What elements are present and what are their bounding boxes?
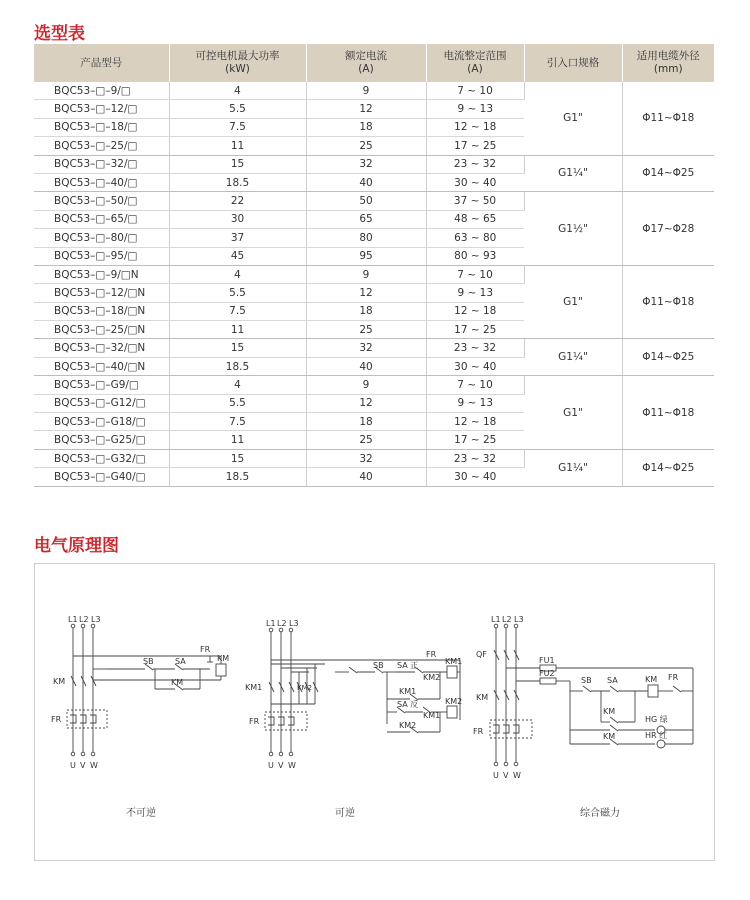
model-cell: BQC53–□–G18/□ [34, 413, 169, 431]
d1-label-fr-contact: FR [200, 645, 211, 654]
power-cell: 7.5 [169, 413, 306, 431]
selection-table [34, 44, 714, 487]
column-header-unit: (mm) [653, 63, 683, 75]
current-cell: 50 [306, 192, 426, 210]
model-cell: BQC53–□–80/□ [34, 229, 169, 247]
range-cell: 9 ~ 13 [426, 394, 524, 412]
d3-label-v: V [503, 771, 509, 780]
range-cell: 17 ~ 25 [426, 431, 524, 449]
model-cell: BQC53–□–65/□ [34, 210, 169, 228]
current-cell: 25 [306, 137, 426, 155]
d1-label-l3: L3 [91, 615, 101, 624]
d3-label-fu1: FU1 [539, 656, 555, 665]
column-header [306, 44, 426, 82]
caption-magnetic-combination: 综合磁力 [580, 808, 620, 819]
power-cell: 37 [169, 229, 306, 247]
cable-diameter-cell: Φ14~Φ25 [622, 449, 714, 486]
d2-label-km1-coil: KM1 [445, 657, 463, 666]
d3-label-fu2: FU2 [539, 669, 555, 678]
table-row [34, 339, 714, 357]
d3-label-u: U [493, 771, 499, 780]
range-cell: 37 ~ 50 [426, 192, 524, 210]
d2-label-km1-aux: KM1 [399, 687, 417, 696]
current-cell: 9 [306, 265, 426, 283]
range-cell: 23 ~ 32 [426, 339, 524, 357]
d3-label-w: W [513, 771, 521, 780]
current-cell: 40 [306, 173, 426, 191]
model-cell: BQC53–□–9/□N [34, 265, 169, 283]
model-cell: BQC53–□–12/□N [34, 284, 169, 302]
model-cell: BQC53–□–G32/□ [34, 449, 169, 467]
current-cell: 32 [306, 339, 426, 357]
current-cell: 18 [306, 118, 426, 136]
power-cell: 11 [169, 321, 306, 339]
column-header [34, 44, 169, 82]
range-cell: 7 ~ 10 [426, 82, 524, 100]
current-cell: 25 [306, 321, 426, 339]
range-cell: 23 ~ 32 [426, 449, 524, 467]
d1-label-v: V [80, 761, 86, 770]
current-cell: 32 [306, 155, 426, 173]
d2-label-km2-aux: KM2 [399, 721, 417, 730]
power-cell: 5.5 [169, 394, 306, 412]
d3-label-km: KM [476, 693, 489, 702]
d2-label-km2-coil: KM2 [445, 697, 463, 706]
cable-diameter-cell: Φ14~Φ25 [622, 155, 714, 192]
d1-label-w: W [90, 761, 98, 770]
column-header-label: 适用电缆外径 [636, 50, 700, 62]
range-cell: 7 ~ 10 [426, 265, 524, 283]
column-header-unit: (kW) [225, 63, 250, 75]
model-cell: BQC53–□–12/□ [34, 100, 169, 118]
current-cell: 80 [306, 229, 426, 247]
schematic-panel [34, 563, 715, 861]
power-cell: 11 [169, 137, 306, 155]
schematic-title: 电气原理图 [34, 536, 119, 556]
cable-diameter-cell: Φ11~Φ18 [622, 82, 714, 155]
d1-label-km-coil: KM [217, 654, 230, 663]
power-cell: 30 [169, 210, 306, 228]
entry-spec-cell: G1" [524, 376, 622, 450]
table-header-row [34, 44, 714, 82]
current-cell: 12 [306, 100, 426, 118]
power-cell: 18.5 [169, 468, 306, 486]
model-cell: BQC53–□–50/□ [34, 192, 169, 210]
d2-label-l1: L1 [266, 619, 276, 628]
power-cell: 22 [169, 192, 306, 210]
entry-spec-cell: G1¼" [524, 449, 622, 486]
power-cell: 7.5 [169, 118, 306, 136]
cable-diameter-cell: Φ11~Φ18 [622, 265, 714, 339]
column-header-label: 电流整定范围 [443, 50, 507, 62]
entry-spec-cell: G1" [524, 265, 622, 339]
d3-label-fr: FR [473, 727, 484, 736]
d1-label-km-aux: KM [171, 678, 184, 687]
caption-reversible: 可逆 [335, 808, 355, 819]
range-cell: 9 ~ 13 [426, 100, 524, 118]
current-cell: 12 [306, 394, 426, 412]
power-cell: 45 [169, 247, 306, 265]
model-cell: BQC53–□–18/□N [34, 302, 169, 320]
column-header-label: 引入口规格 [546, 56, 600, 69]
power-cell: 5.5 [169, 284, 306, 302]
selection-table-title: 选型表 [34, 24, 85, 44]
range-cell: 17 ~ 25 [426, 137, 524, 155]
table-body [34, 82, 714, 486]
model-cell: BQC53–□–G40/□ [34, 468, 169, 486]
d2-label-u: U [268, 761, 274, 770]
d2-label-km1-nc: KM1 [423, 711, 441, 720]
d2-label-fr-contact: FR [426, 650, 437, 659]
d2-label-km1: KM1 [245, 683, 263, 692]
table-row [34, 376, 714, 394]
cable-diameter-cell: Φ17~Φ28 [622, 192, 714, 266]
table-row [34, 449, 714, 467]
power-cell: 11 [169, 431, 306, 449]
model-cell: BQC53–□–G25/□ [34, 431, 169, 449]
model-cell: BQC53–□–40/□N [34, 357, 169, 375]
entry-spec-cell: G1" [524, 82, 622, 155]
current-cell: 65 [306, 210, 426, 228]
range-cell: 30 ~ 40 [426, 468, 524, 486]
d1-label-fr: FR [51, 715, 62, 724]
table-row [34, 265, 714, 283]
model-cell: BQC53–□–18/□ [34, 118, 169, 136]
range-cell: 30 ~ 40 [426, 357, 524, 375]
d3-label-km-coil: KM [645, 675, 658, 684]
d1-label-l2: L2 [79, 615, 89, 624]
power-cell: 4 [169, 265, 306, 283]
model-cell: BQC53–□–G9/□ [34, 376, 169, 394]
current-cell: 18 [306, 413, 426, 431]
range-cell: 9 ~ 13 [426, 284, 524, 302]
d1-label-sb: SB [143, 657, 154, 666]
d2-label-fr: FR [249, 717, 260, 726]
current-cell: 18 [306, 302, 426, 320]
entry-spec-cell: G1¼" [524, 155, 622, 192]
power-cell: 18.5 [169, 357, 306, 375]
power-cell: 15 [169, 449, 306, 467]
table-row [34, 192, 714, 210]
current-cell: 9 [306, 376, 426, 394]
model-cell: BQC53–□–32/□N [34, 339, 169, 357]
cable-diameter-cell: Φ11~Φ18 [622, 376, 714, 450]
current-cell: 12 [306, 284, 426, 302]
range-cell: 23 ~ 32 [426, 155, 524, 173]
power-cell: 7.5 [169, 302, 306, 320]
column-header-unit: (A) [467, 63, 483, 75]
table-row [34, 82, 714, 100]
d3-label-sa: SA [607, 676, 618, 685]
d1-label-u: U [70, 761, 76, 770]
entry-spec-cell: G1¼" [524, 339, 622, 376]
range-cell: 30 ~ 40 [426, 173, 524, 191]
model-cell: BQC53–□–95/□ [34, 247, 169, 265]
column-header [622, 44, 714, 82]
d3-label-fr-contact: FR [668, 673, 679, 682]
power-cell: 4 [169, 82, 306, 100]
diagram-irreversible [67, 624, 226, 756]
d2-label-sa-rev: SA 反 [397, 700, 419, 709]
d3-label-km-aux: KM [603, 707, 616, 716]
d3-label-hg: HG 绿 [645, 715, 668, 724]
d2-label-sb: SB [373, 661, 384, 670]
d2-label-l3: L3 [289, 619, 299, 628]
model-cell: BQC53–□–25/□N [34, 321, 169, 339]
d2-label-w: W [288, 761, 296, 770]
d2-label-v: V [278, 761, 284, 770]
current-cell: 9 [306, 82, 426, 100]
d3-label-hr: HR 红 [645, 731, 668, 740]
caption-irreversible: 不可逆 [126, 808, 156, 819]
column-header-unit: (A) [358, 63, 374, 75]
model-cell: BQC53–□–25/□ [34, 137, 169, 155]
current-cell: 40 [306, 357, 426, 375]
current-cell: 25 [306, 431, 426, 449]
d3-label-qf: QF [476, 650, 487, 659]
range-cell: 12 ~ 18 [426, 118, 524, 136]
power-cell: 15 [169, 155, 306, 173]
cable-diameter-cell: Φ14~Φ25 [622, 339, 714, 376]
range-cell: 80 ~ 93 [426, 247, 524, 265]
d1-label-sa: SA [175, 657, 186, 666]
column-header [524, 44, 622, 82]
range-cell: 7 ~ 10 [426, 376, 524, 394]
range-cell: 63 ~ 80 [426, 229, 524, 247]
model-cell: BQC53–□–9/□ [34, 82, 169, 100]
diagram-magnetic-combination [490, 624, 693, 766]
d3-label-l2: L2 [502, 615, 512, 624]
d3-label-l3: L3 [514, 615, 524, 624]
range-cell: 12 ~ 18 [426, 413, 524, 431]
current-cell: 32 [306, 449, 426, 467]
power-cell: 5.5 [169, 100, 306, 118]
column-header-label: 可控电机最大功率 [195, 50, 280, 62]
d3-label-l1: L1 [491, 615, 501, 624]
range-cell: 48 ~ 65 [426, 210, 524, 228]
d3-label-km-nc: KM [603, 732, 616, 741]
d2-label-km2: KM2 [297, 684, 313, 692]
table-row [34, 155, 714, 173]
model-cell: BQC53–□–40/□ [34, 173, 169, 191]
model-cell: BQC53–□–G12/□ [34, 394, 169, 412]
power-cell: 15 [169, 339, 306, 357]
column-header [426, 44, 524, 82]
d1-label-l1: L1 [68, 615, 78, 624]
model-cell: BQC53–□–32/□ [34, 155, 169, 173]
d1-label-km: KM [53, 677, 66, 686]
entry-spec-cell: G1½" [524, 192, 622, 266]
column-header-label: 产品型号 [80, 56, 123, 69]
range-cell: 12 ~ 18 [426, 302, 524, 320]
diagram-reversible [265, 628, 463, 756]
current-cell: 95 [306, 247, 426, 265]
power-cell: 4 [169, 376, 306, 394]
range-cell: 17 ~ 25 [426, 321, 524, 339]
d3-label-sb: SB [581, 676, 592, 685]
column-header-label: 额定电流 [345, 50, 387, 62]
power-cell: 18.5 [169, 173, 306, 191]
d2-label-sa-fwd: SA 正 [397, 661, 419, 670]
d2-label-km2-nc: KM2 [423, 673, 441, 682]
column-header [169, 44, 306, 82]
d2-label-l2: L2 [277, 619, 287, 628]
current-cell: 40 [306, 468, 426, 486]
